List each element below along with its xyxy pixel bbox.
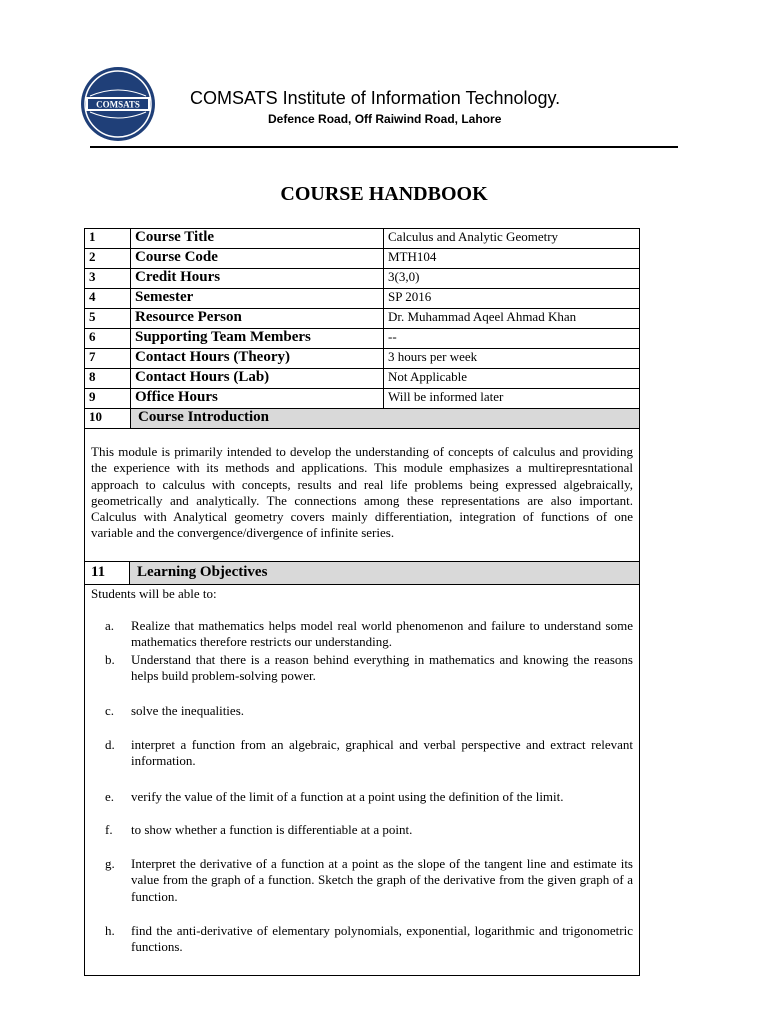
row-number: 10	[85, 409, 131, 429]
row-number: 7	[85, 349, 131, 369]
learning-objectives-box	[84, 584, 640, 976]
objective-text: Interpret the derivative of a function at a point as the slope of the tangent line and estimate its value from the graph of a function. Sketch the graph of the derivative from the given graph of a function.	[131, 856, 633, 904]
objective-text: solve the inequalities.	[131, 703, 245, 718]
row-label: Course Introduction	[131, 409, 640, 429]
info-row	[85, 249, 640, 269]
row-label: Course Code	[131, 249, 384, 269]
row-label: Semester	[131, 289, 384, 309]
objective-item	[105, 856, 633, 905]
objective-marker: g.	[105, 856, 115, 871]
objective-item	[105, 789, 633, 805]
row-number: 3	[85, 269, 131, 289]
row-number: 6	[85, 329, 131, 349]
row-label: Contact Hours (Theory)	[131, 349, 384, 369]
row-number: 9	[85, 389, 131, 409]
row-value: Not Applicable	[384, 369, 640, 389]
row-value: Dr. Muhammad Aqeel Ahmad Khan	[384, 309, 640, 329]
course-introduction-header	[85, 409, 640, 429]
objective-text: Understand that there is a reason behind everything in mathematics and knowing the reasons helps build problem-solving power.	[131, 652, 633, 684]
row-number: 5	[85, 309, 131, 329]
row-label: Resource Person	[131, 309, 384, 329]
header-rule	[90, 146, 678, 148]
course-info-table	[84, 228, 640, 429]
objectives-intro: Students will be able to:	[91, 586, 217, 601]
institute-name: COMSATS Institute of Information Technology.	[190, 88, 561, 108]
objective-item	[105, 737, 633, 770]
info-row	[85, 389, 640, 409]
info-row	[85, 329, 640, 349]
row-label: Credit Hours	[131, 269, 384, 289]
info-row	[85, 369, 640, 389]
comsats-logo	[80, 66, 156, 142]
row-value: 3(3,0)	[384, 269, 640, 289]
info-row	[85, 309, 640, 329]
objective-marker: e.	[105, 789, 115, 804]
logo-text: COMSATS	[96, 99, 140, 110]
objective-item	[105, 652, 633, 685]
objective-text: to show whether a function is differentiable at a point.	[131, 822, 413, 837]
row-number: 2	[85, 249, 131, 269]
row-number: 1	[85, 229, 131, 249]
objective-text: verify the value of the limit of a function at a point using the definition of the limit.	[131, 789, 564, 804]
objective-item	[105, 618, 633, 651]
objective-text: find the anti-derivative of elementary polynomials, exponential, logarithmic and trigonometric functions.	[131, 923, 633, 955]
info-row	[85, 269, 640, 289]
info-row	[85, 229, 640, 249]
row-label: Contact Hours (Lab)	[131, 369, 384, 389]
row-value: Will be informed later	[384, 389, 640, 409]
row-value: SP 2016	[384, 289, 640, 309]
objective-item	[105, 923, 633, 956]
row-label: Supporting Team Members	[131, 329, 384, 349]
row-value: MTH104	[384, 249, 640, 269]
row-value: 3 hours per week	[384, 349, 640, 369]
objective-marker: a.	[105, 618, 115, 633]
row-label: Course Title	[131, 229, 384, 249]
row-label: Learning Objectives	[130, 562, 639, 584]
course-introduction-text: This module is primarily intended to develop the understanding of concepts of calculus and providing the experience with its methods and applications. This module emphasizes a multirepresntational approach to calculus with concepts, results and real life problems being expressed algebraically, geometrically and analytically. The connections among these representations are also important. Calculus with Analytical geometry covers mainly differentiation, integration of functions of one variable and the convergence/divergence of infinite series.	[91, 444, 633, 541]
institute-address: Defence Road, Off Raiwind Road, Lahore	[268, 112, 502, 126]
objective-marker: b.	[105, 652, 115, 667]
objective-text: Realize that mathematics helps model real world phenomenon and failure to understand some mathematics therefore restricts our understanding.	[131, 618, 633, 650]
learning-objectives-header	[84, 561, 640, 585]
row-number: 11	[85, 562, 130, 584]
document-title: COURSE HANDBOOK	[280, 183, 488, 205]
objective-marker: c.	[105, 703, 115, 718]
objective-marker: f.	[105, 822, 113, 837]
row-value: Calculus and Analytic Geometry	[384, 229, 640, 249]
objective-text: interpret a function from an algebraic, graphical and verbal perspective and extract relevant information.	[131, 737, 633, 769]
objective-item	[105, 822, 633, 838]
row-value: --	[384, 329, 640, 349]
objective-marker: d.	[105, 737, 115, 752]
info-row	[85, 289, 640, 309]
objective-item	[105, 703, 633, 719]
objective-marker: h.	[105, 923, 115, 938]
info-row	[85, 349, 640, 369]
course-introduction-box	[84, 428, 640, 562]
row-label: Office Hours	[131, 389, 384, 409]
row-number: 4	[85, 289, 131, 309]
row-number: 8	[85, 369, 131, 389]
